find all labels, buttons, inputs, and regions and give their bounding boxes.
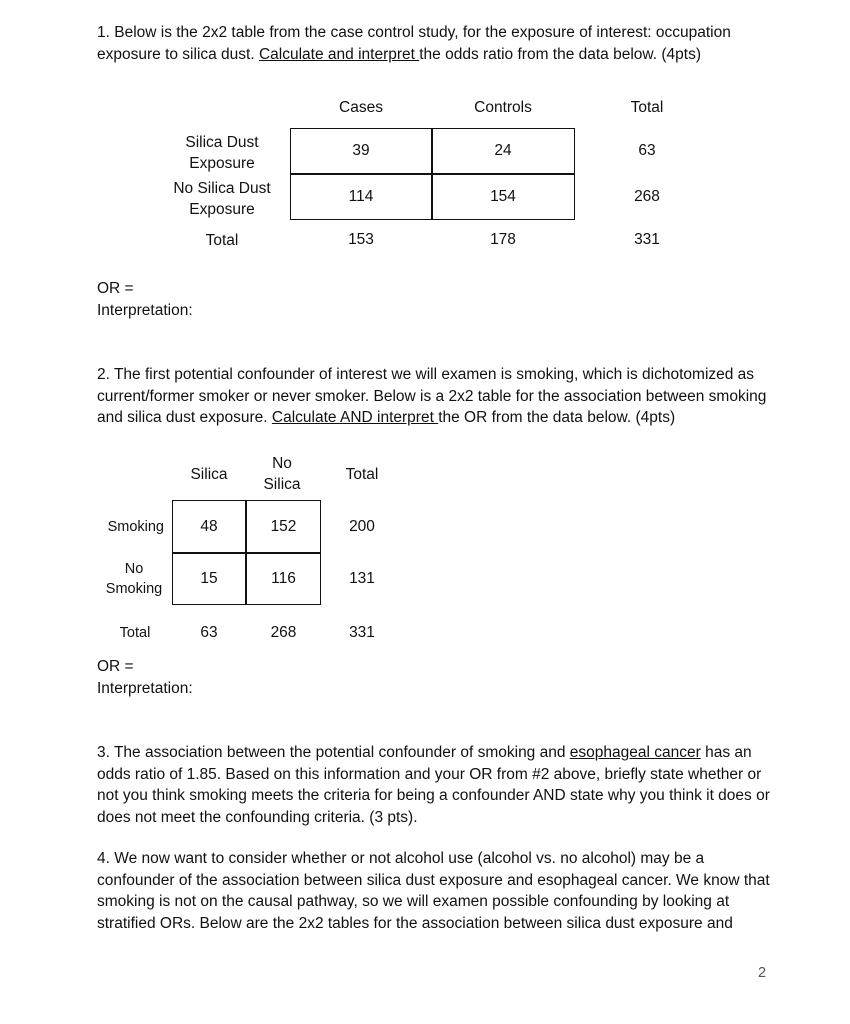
t1-cell-total-total: 331 [634,231,660,248]
q1-or-label: OR = [97,280,134,297]
t1-cell-total-controls: 178 [490,231,516,248]
t1-cell-nosilica-cases: 114 [348,188,374,205]
t1-col-header-controls: Controls [474,98,532,116]
t1-row-label-total: Total [205,231,239,249]
t2-col-header-silica: Silica [190,465,228,483]
t2-cell-nosmoking-no-silica: 116 [271,570,296,587]
t2-cell-total-no-silica: 268 [270,624,297,641]
t1-cell-total-cases: 153 [348,231,374,248]
t1-col-header-cases: Cases [339,98,383,116]
t2-row-label-no-smoking: No Smoking [105,561,163,597]
t2-cell-total-silica: 63 [200,624,218,641]
q4-prompt: 4. We now want to consider whether or not alcohol use (alcohol vs. no alcohol) may be a confounder of the association between silica dust exposure and esophageal cancer. We know that smoking is not on the causal pathway, so we will examen possible confounding by looking at stratified ORs. Below are the 2x2 tables for the association between silica dust exposure and [97,850,770,932]
t1-cell-silica-total: 63 [638,142,656,159]
q1-interpretation-label: Interpretation: [97,302,193,319]
page-number: 2 [758,965,767,981]
t2-cell-smoking-no-silica: 152 [270,517,297,535]
q2-prompt [97,364,777,429]
t1-col-header-total: Total [630,98,664,116]
t2-col-header-total: Total [345,465,379,483]
t2-cell-nosmoking-silica: 15 [200,570,218,587]
t2-row-label-total: Total [119,624,151,641]
t1-cell-nosilica-total: 268 [634,188,660,205]
q1-prompt-underlined: Calculate and interpret [258,45,420,63]
q1-prompt-text-a: 1. Below is the 2x2 table from the case control study, for the exposure of interest: occupation exposure to silica dust. [97,24,731,63]
t1-cell-silica-cases: 39 [352,142,370,159]
t2-row-label-smoking: Smoking [107,519,164,535]
q2-prompt-underlined: Calculate AND interpret [271,409,439,426]
q2-prompt-text-a: 2. The first potential confounder of interest we will examen is smoking, which is dichotomized as current/former smoker or never smoker. Below is a 2x2 table for the association between smoking and silica dust exposure. [97,366,767,426]
t2-cell-smoking-total: 200 [349,517,375,535]
t1-row-label-no-silica-exposure: No Silica Dust Exposure [173,180,271,218]
q2-or-label: OR = [97,658,134,675]
q2-interpretation-label: Interpretation: [97,680,193,697]
t2-cell-total-total: 331 [349,624,375,641]
q3-prompt-underlined: esophageal cancer [569,744,701,761]
q1-prompt-text-b: the odds ratio from the data below. (4pts) [419,45,701,63]
t1-cell-nosilica-controls: 154 [490,188,516,205]
q3-prompt [97,742,777,828]
q1-prompt [97,22,777,65]
t1-row-label-silica-exposure: Silica Dust Exposure [185,134,259,172]
q2-prompt-text-b: the OR from the data below. (4pts) [438,409,676,426]
t2-col-header-no-silica: No Silica [263,455,301,493]
q3-prompt-text-b: has an odds ratio of 1.85. Based on this information and your OR from #2 above, briefly state whether or not you think smoking meets the criteria for being a confounder AND state why you think it does or does not meet the confounding criteria. (3 pts). [97,744,770,826]
t1-cell-silica-controls: 24 [494,142,512,159]
q3-prompt-text-a: 3. The association between the potential confounder of smoking and [97,744,570,761]
t2-cell-nosmoking-total: 131 [349,570,375,587]
t2-cell-smoking-silica: 48 [200,517,218,535]
